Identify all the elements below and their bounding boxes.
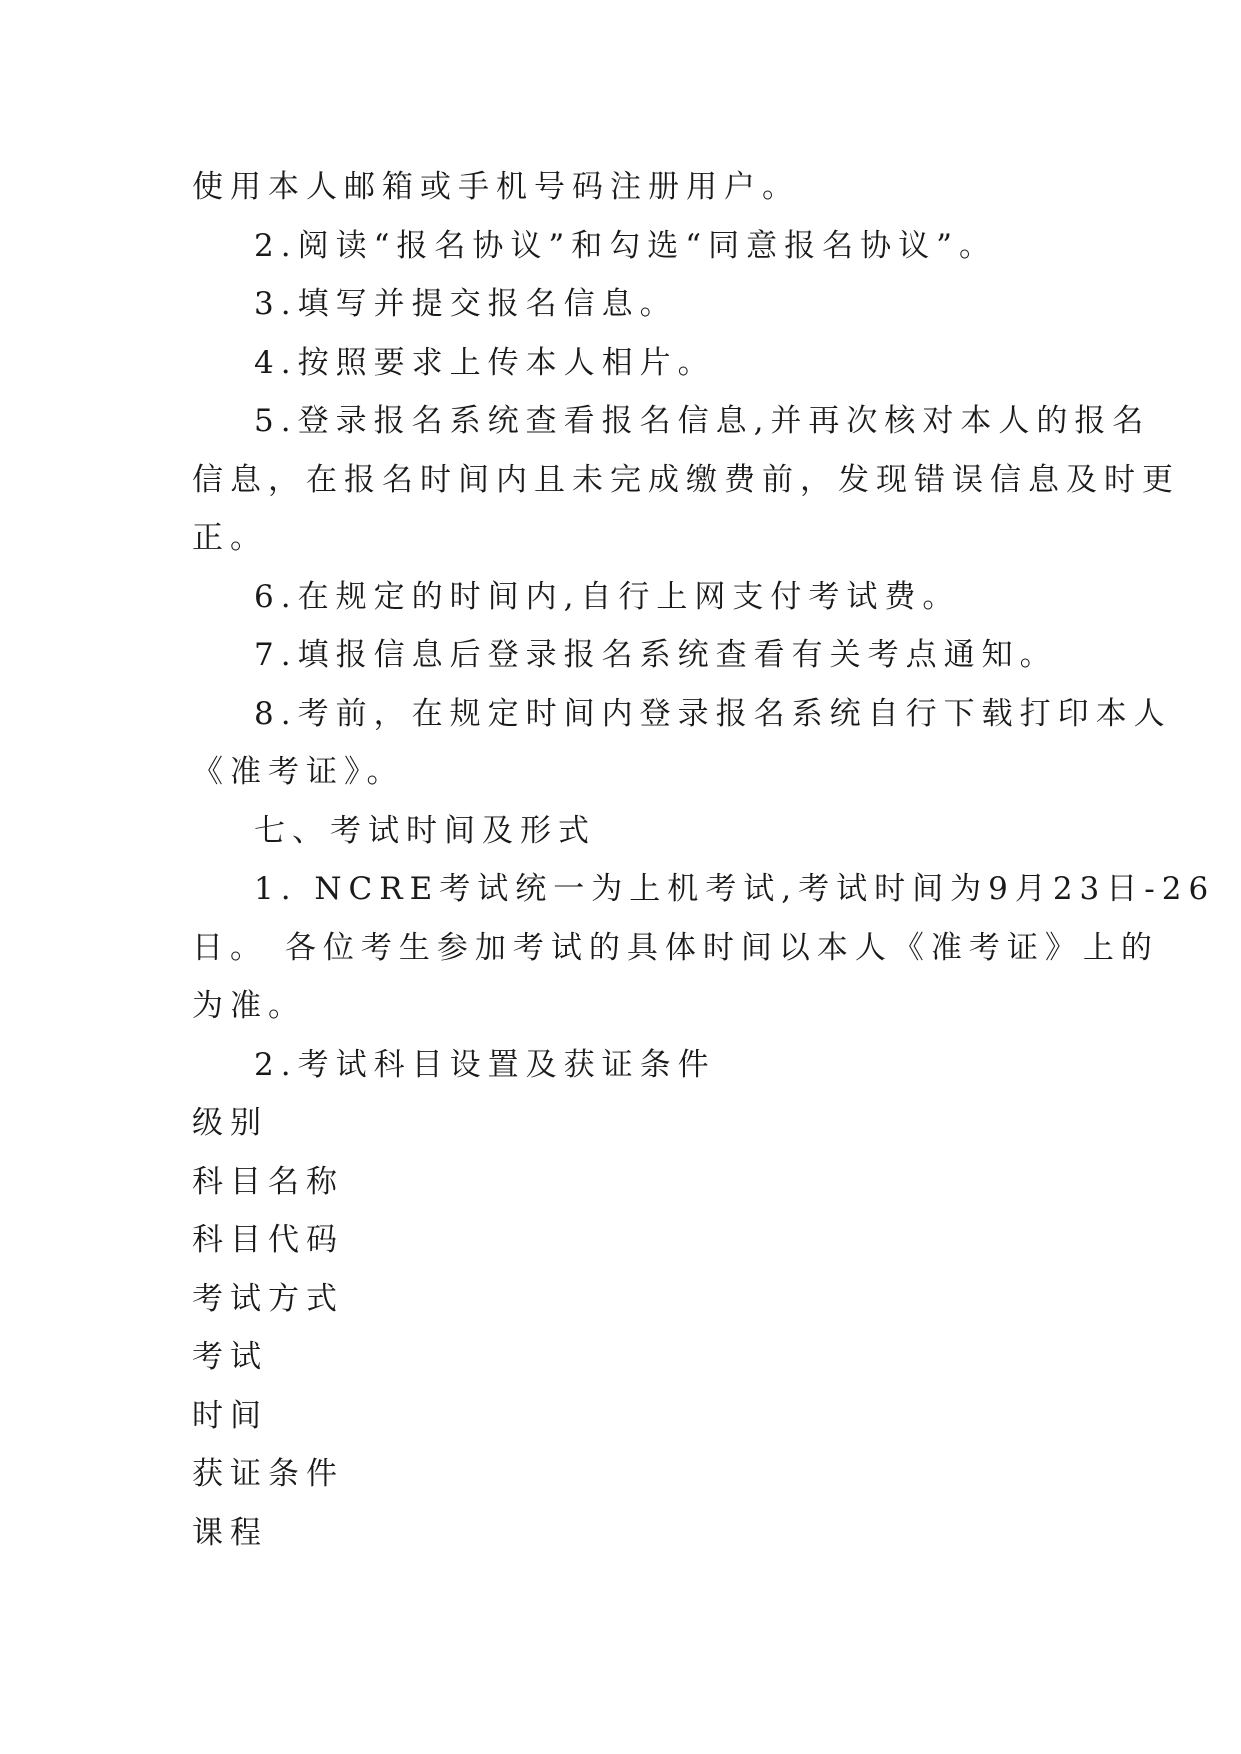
body-line: 6.在规定的时间内,自行上网支付考试费。 [254, 578, 961, 615]
section-heading: 七、考试时间及形式 [254, 812, 596, 849]
body-line: 3.填写并提交报名信息。 [254, 286, 678, 322]
body-line: 使用本人邮箱或手机号码注册用户。 [192, 169, 800, 205]
body-line: 8.考前，在规定时间内登录报名系统自行下载打印本人 [254, 695, 1172, 732]
body-line: 2.考试科目设置及获证条件 [254, 1046, 716, 1083]
body-line: 4.按照要求上传本人相片。 [254, 344, 716, 381]
table-label: 级别 [192, 1105, 268, 1141]
table-label: 科目代码 [192, 1222, 344, 1258]
table-label: 获证条件 [192, 1456, 344, 1492]
body-line: 为准。 [192, 988, 306, 1024]
body-line: 1. NCRE考试统一为上机考试,考试时间为9月23日-26 [254, 871, 1216, 907]
table-label: 时间 [192, 1397, 268, 1434]
body-line: 7.填报信息后登录报名系统查看有关考点通知。 [254, 637, 1058, 673]
body-line: 《准考证》。 [192, 754, 405, 790]
body-line: 信息，在报名时间内且未完成缴费前，发现错误信息及时更 [192, 461, 1180, 498]
table-label: 考试 [192, 1339, 268, 1375]
table-label: 科目名称 [192, 1163, 344, 1200]
body-line: 5.登录报名系统查看报名信息,并再次核对本人的报名 [254, 403, 1151, 439]
table-label: 考试方式 [192, 1280, 344, 1317]
document-body [192, 158, 1216, 1562]
body-line: 正。 [192, 520, 268, 556]
body-line: 日。 各位考生参加考试的具体时间以本人《准考证》上的 [192, 929, 1159, 966]
table-label: 课程 [192, 1514, 268, 1551]
body-line: 2.阅读“报名协议”和勾选“同意报名协议”。 [254, 227, 997, 264]
